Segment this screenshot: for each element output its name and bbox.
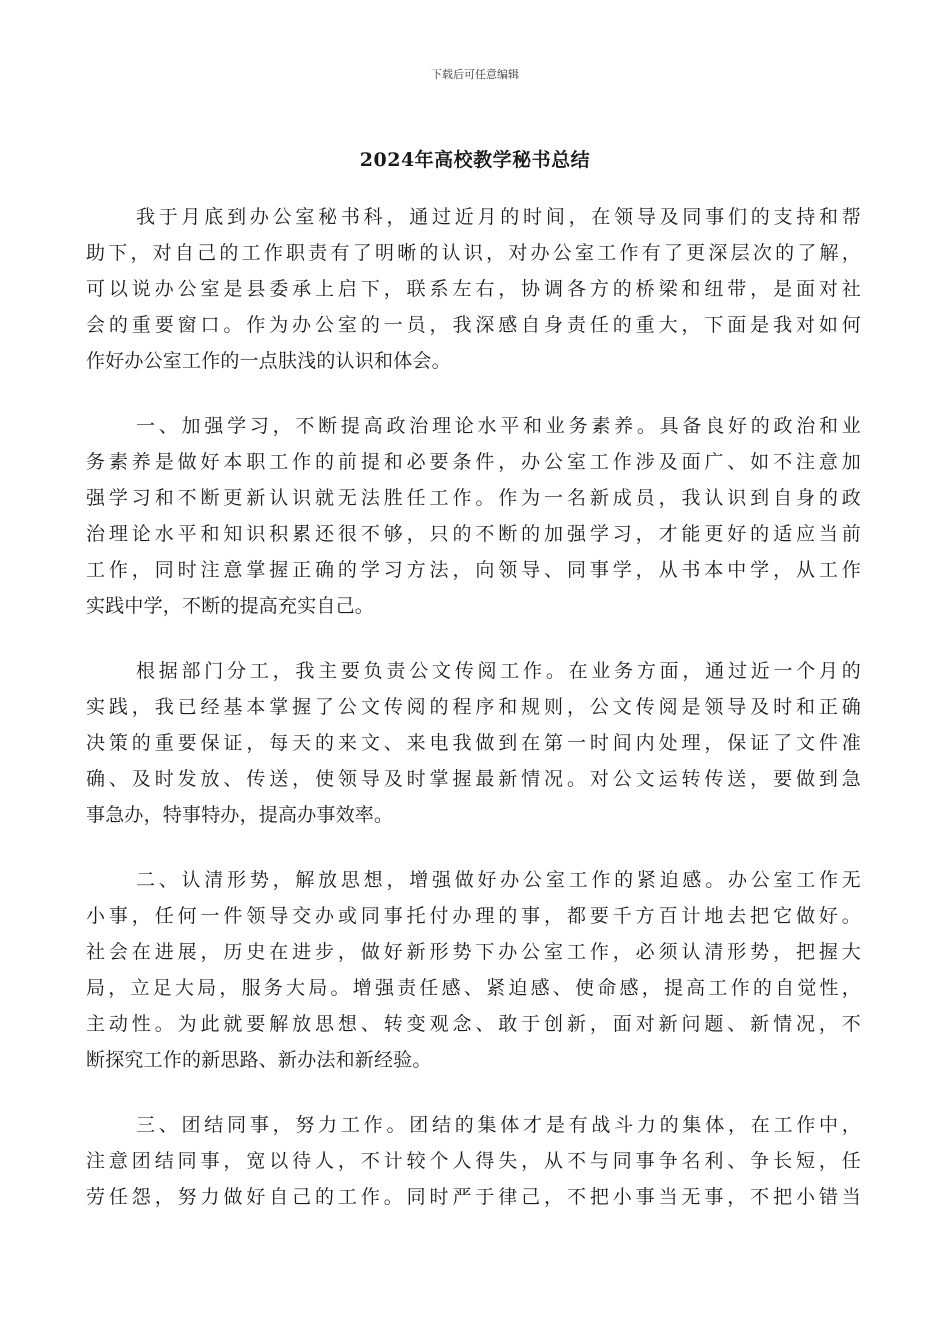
text-line: 三、团结同事，努力工作。团结的集体才是有战斗力的集体，在工作中，: [136, 1114, 861, 1136]
text-line: 社会在进展，历史在进步，做好新形势下办公室工作，必须认清形势，把握大: [86, 941, 861, 963]
document-body: [86, 199, 861, 1244]
paragraph-1: [86, 199, 861, 379]
text-line: 实践，我已经基本掌握了公文传阅的程序和规则，公文传阅是领导及时和正确: [86, 696, 861, 718]
text-line: 实践中学，不断的提高充实自己。: [86, 595, 375, 617]
text-line: 确、及时发放、传送，使领导及时掌握最新情况。对公文运转传送，要做到急: [86, 768, 861, 790]
paragraph-4: [86, 862, 861, 1078]
text-line: 二、认清形势，解放思想，增强做好办公室工作的紧迫感。办公室工作无: [136, 869, 861, 891]
text-line: 工作，同时注意掌握正确的学习方法，向领导、同事学，从书本中学，从工作: [86, 559, 861, 581]
text-line: 助下，对自己的工作职责有了明晰的认识，对办公室工作有了更深层次的了解，: [86, 242, 861, 264]
paragraph-2: [86, 408, 861, 624]
header-note: 下载后可任意编辑: [431, 68, 519, 81]
text-line: 事急办，特事特办，提高办事效率。: [86, 804, 394, 826]
text-line: 小事，任何一件领导交办或同事托付办理的事，都要千方百计地去把它做好。: [86, 905, 861, 927]
text-line: 可以说办公室是县委承上启下，联系左右，协调各方的桥梁和纽带，是面对社: [86, 278, 861, 300]
text-line: 局，立足大局，服务大局。增强责任感、紧迫感、使命感，提高工作的自觉性，: [86, 977, 861, 999]
text-line: 作好办公室工作的一点肤浅的认识和体会。: [86, 350, 451, 372]
text-line: 一、加强学习，不断提高政治理论水平和业务素养。具备良好的政治和业: [136, 415, 861, 437]
text-line: 治理论水平和知识积累还很不够，只的不断的加强学习，才能更好的适应当前: [86, 523, 861, 545]
text-line: 断探究工作的新思路、新办法和新经验。: [86, 1049, 432, 1071]
text-line: 主动性。为此就要解放思想、转变观念、敢于创新，面对新问题、新情况，不: [86, 1013, 861, 1035]
text-line: 劳任怨，努力做好自己的工作。同时严于律己，不把小事当无事，不把小错当: [86, 1186, 861, 1208]
paragraph-3: [86, 653, 861, 833]
paragraph-5: [86, 1107, 861, 1215]
text-line: 强学习和不断更新认识就无法胜任工作。作为一名新成员，我认识到自身的政: [86, 487, 861, 509]
document-title: 2024年高校教学秘书总结: [359, 149, 591, 171]
text-line: 根据部门分工，我主要负责公文传阅工作。在业务方面，通过近一个月的: [136, 660, 861, 682]
text-line: 会的重要窗口。作为办公室的一员，我深感自身责任的重大，下面是我对如何: [86, 314, 861, 336]
text-line: 注意团结同事，宽以待人，不计较个人得失，从不与同事争名利、争长短，任: [86, 1150, 861, 1172]
text-line: 决策的重要保证，每天的来文、来电我做到在第一时间内处理，保证了文件准: [86, 732, 861, 754]
text-line: 我于月底到办公室秘书科，通过近月的时间，在领导及同事们的支持和帮: [136, 206, 861, 228]
text-line: 务素养是做好本职工作的前提和必要条件，办公室工作涉及面广、如不注意加: [86, 451, 861, 473]
